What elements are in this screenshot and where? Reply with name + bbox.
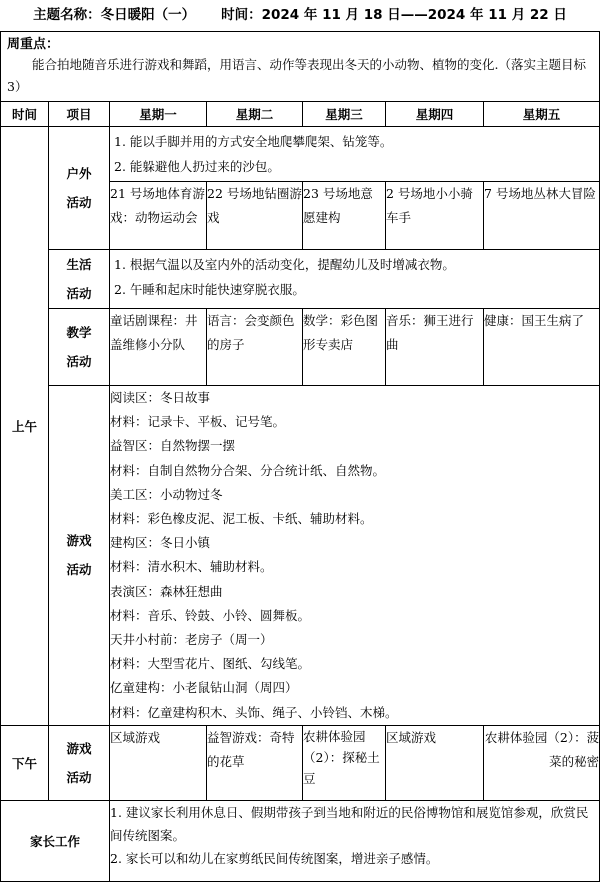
teaching-label-line2: 活动 — [66, 354, 92, 369]
game-area-line: 材料：自制自然物分合架、分合统计纸、自然物。 — [110, 462, 386, 478]
game-label-line1: 游戏 — [66, 533, 92, 549]
outdoor-wednesday: 23 号场地意愿建构 — [303, 182, 386, 250]
life-goal: 2. 午睡和起床时能快速穿脱衣服。 — [114, 282, 305, 297]
life-label-line2: 活动 — [66, 286, 92, 301]
outdoor-label — [49, 127, 110, 250]
life-label — [49, 250, 110, 309]
game-area-line: 美工区：小动物过冬 — [110, 486, 223, 502]
afternoon-game-label-line1: 游戏 — [66, 740, 92, 756]
outdoor-label-line2: 活动 — [66, 195, 92, 210]
weekly-plan-table — [0, 31, 600, 882]
afternoon-tuesday: 益智游戏：奇特的花草 — [207, 725, 303, 800]
focus-row — [1, 32, 600, 102]
focus-text: 能合拍地随音乐进行游戏和舞蹈，用语言、动作等表现出冬天的小动物、植物的变化.（落实主题目标 3） — [7, 57, 586, 94]
game-areas — [110, 386, 600, 726]
game-label — [49, 386, 110, 726]
afternoon-row — [1, 725, 600, 800]
life-label-line1: 生活 — [66, 257, 92, 272]
afternoon-monday: 区域游戏 — [110, 725, 207, 800]
game-area-line: 天井小村前：老房子（周一） — [110, 632, 273, 648]
game-area-line: 材料：亿童建构积木、头饰、绳子、小铃铛、木梯。 — [110, 704, 398, 720]
theme-title: 主题名称：冬日暖阳（一） — [33, 7, 196, 23]
life-goal: 1. 根据气温以及室内外的活动变化，提醒幼儿及时增减衣物。 — [114, 257, 455, 272]
game-area-line: 阅读区：冬日故事 — [110, 390, 211, 405]
teaching-thursday: 音乐：狮王进行曲 — [386, 309, 484, 386]
column-header-item: 项目 — [49, 102, 110, 127]
game-area-line: 材料：清水积木、辅助材料。 — [110, 559, 273, 575]
column-header-row — [1, 102, 600, 127]
teaching-label-line1: 教学 — [66, 325, 92, 340]
plan-header — [0, 0, 600, 30]
outdoor-thursday: 2 号场地小小骑车手 — [386, 182, 484, 250]
column-header-thursday: 星期四 — [386, 102, 484, 127]
morning-label: 上午 — [1, 127, 49, 726]
afternoon-friday: 农耕体验园（2）：菠菜的秘密 — [484, 725, 600, 800]
game-area-line: 建构区：冬日小镇 — [110, 535, 211, 551]
game-area-line: 材料：大型雪花片、图纸、勾线笔。 — [110, 656, 311, 672]
outdoor-friday: 7 号场地丛林大冒险 — [484, 182, 600, 250]
column-header-tuesday: 星期二 — [207, 102, 303, 127]
column-header-time: 时间 — [1, 102, 49, 127]
afternoon-label: 下午 — [1, 725, 49, 800]
life-row — [1, 250, 600, 309]
teaching-tuesday: 语言：会变颜色的房子 — [207, 309, 303, 386]
game-area-line: 材料：彩色橡皮泥、泥工板、卡纸、辅助材料。 — [110, 511, 373, 527]
column-header-monday: 星期一 — [110, 102, 207, 127]
date-range: 时间：2024 年 11 月 18 日——2024 年 11 月 22 日 — [221, 7, 567, 23]
focus-title: 周重点： — [7, 37, 60, 52]
parents-label: 家长工作 — [1, 800, 110, 881]
game-area-line: 表演区：森林狂想曲 — [110, 583, 223, 599]
teaching-label — [49, 309, 110, 386]
column-header-friday: 星期五 — [484, 102, 600, 127]
afternoon-wednesday: 农耕体验园（2）：探秘土豆 — [303, 725, 386, 800]
afternoon-game-label-line2: 活动 — [66, 769, 92, 785]
teaching-row — [1, 309, 600, 386]
parents-note: 1. 建议家长利用休息日、假期带孩子到当地和附近的民俗博物馆和展览馆参观，欣赏民间传统图案。 — [110, 804, 589, 843]
game-area-line: 材料：音乐、铃鼓、小铃、圆舞板。 — [110, 607, 311, 623]
game-area-line: 亿童建构：小老鼠钻山洞（周四） — [110, 680, 298, 696]
teaching-wednesday: 数学：彩色图形专卖店 — [303, 309, 386, 386]
column-header-wednesday: 星期三 — [303, 102, 386, 127]
outdoor-label-line1: 户外 — [66, 166, 92, 181]
outdoor-goal: 1. 能以手脚并用的方式安全地爬攀爬架、钻笼等。 — [114, 134, 393, 149]
outdoor-goal: 2. 能躲避他人扔过来的沙包。 — [114, 159, 280, 174]
game-label-line2: 活动 — [66, 562, 92, 578]
parents-row — [1, 800, 600, 881]
afternoon-game-label — [49, 725, 110, 800]
game-area-line: 益智区：自然物摆一摆 — [110, 438, 236, 454]
afternoon-thursday: 区域游戏 — [386, 725, 484, 800]
teaching-monday: 童话剧课程：井盖维修小分队 — [110, 309, 207, 386]
game-area-line: 材料：记录卡、平板、记号笔。 — [110, 414, 286, 430]
outdoor-goals-row — [1, 127, 600, 182]
outdoor-monday: 21 号场地体育游戏：动物运动会 — [110, 182, 207, 250]
outdoor-tuesday: 22 号场地钻圈游戏 — [207, 182, 303, 250]
teaching-friday: 健康：国王生病了 — [484, 309, 600, 386]
parents-note: 2. 家长可以和幼儿在家剪纸民间传统图案，增进亲子感情。 — [110, 850, 439, 866]
